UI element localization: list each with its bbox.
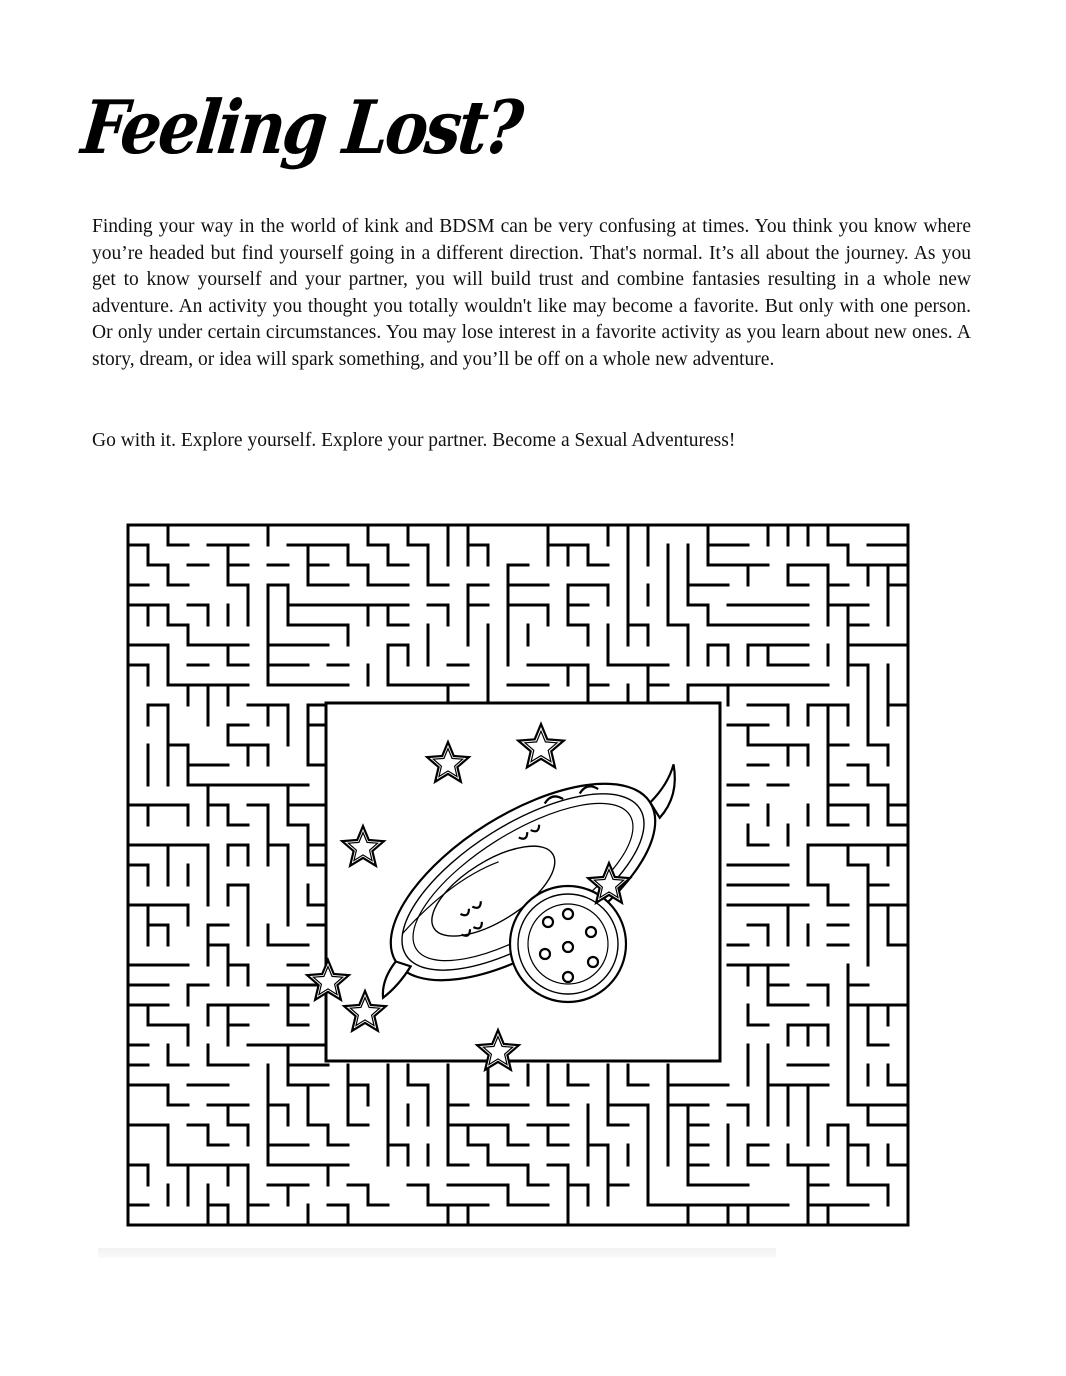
maze-puzzle xyxy=(124,521,920,1241)
intro-paragraph: Finding your way in the world of kink and BDSM can be very confusing at times. You think you know where you’re headed but find yourself going in a different direction. That's normal. It’s all about the journey. As you get to know yourself and your partner, you will build trust and combine fantasies resulting in a whole new adventure. An activity you thought you totally wouldn't like may become a favorite. But only with one person. Or only under certain circumstances. You may lose interest in a favorite activity as you learn about new ones. A story, dream, or idea will spark something, and you’ll be off on a whole new adventure. xyxy=(92,216,971,370)
page-title: Feeling Lost? xyxy=(77,85,525,172)
page-shadow xyxy=(98,1248,776,1258)
call-to-action-paragraph: Go with it. Explore yourself. Explore your partner. Become a Sexual Adventuress! xyxy=(92,430,736,451)
